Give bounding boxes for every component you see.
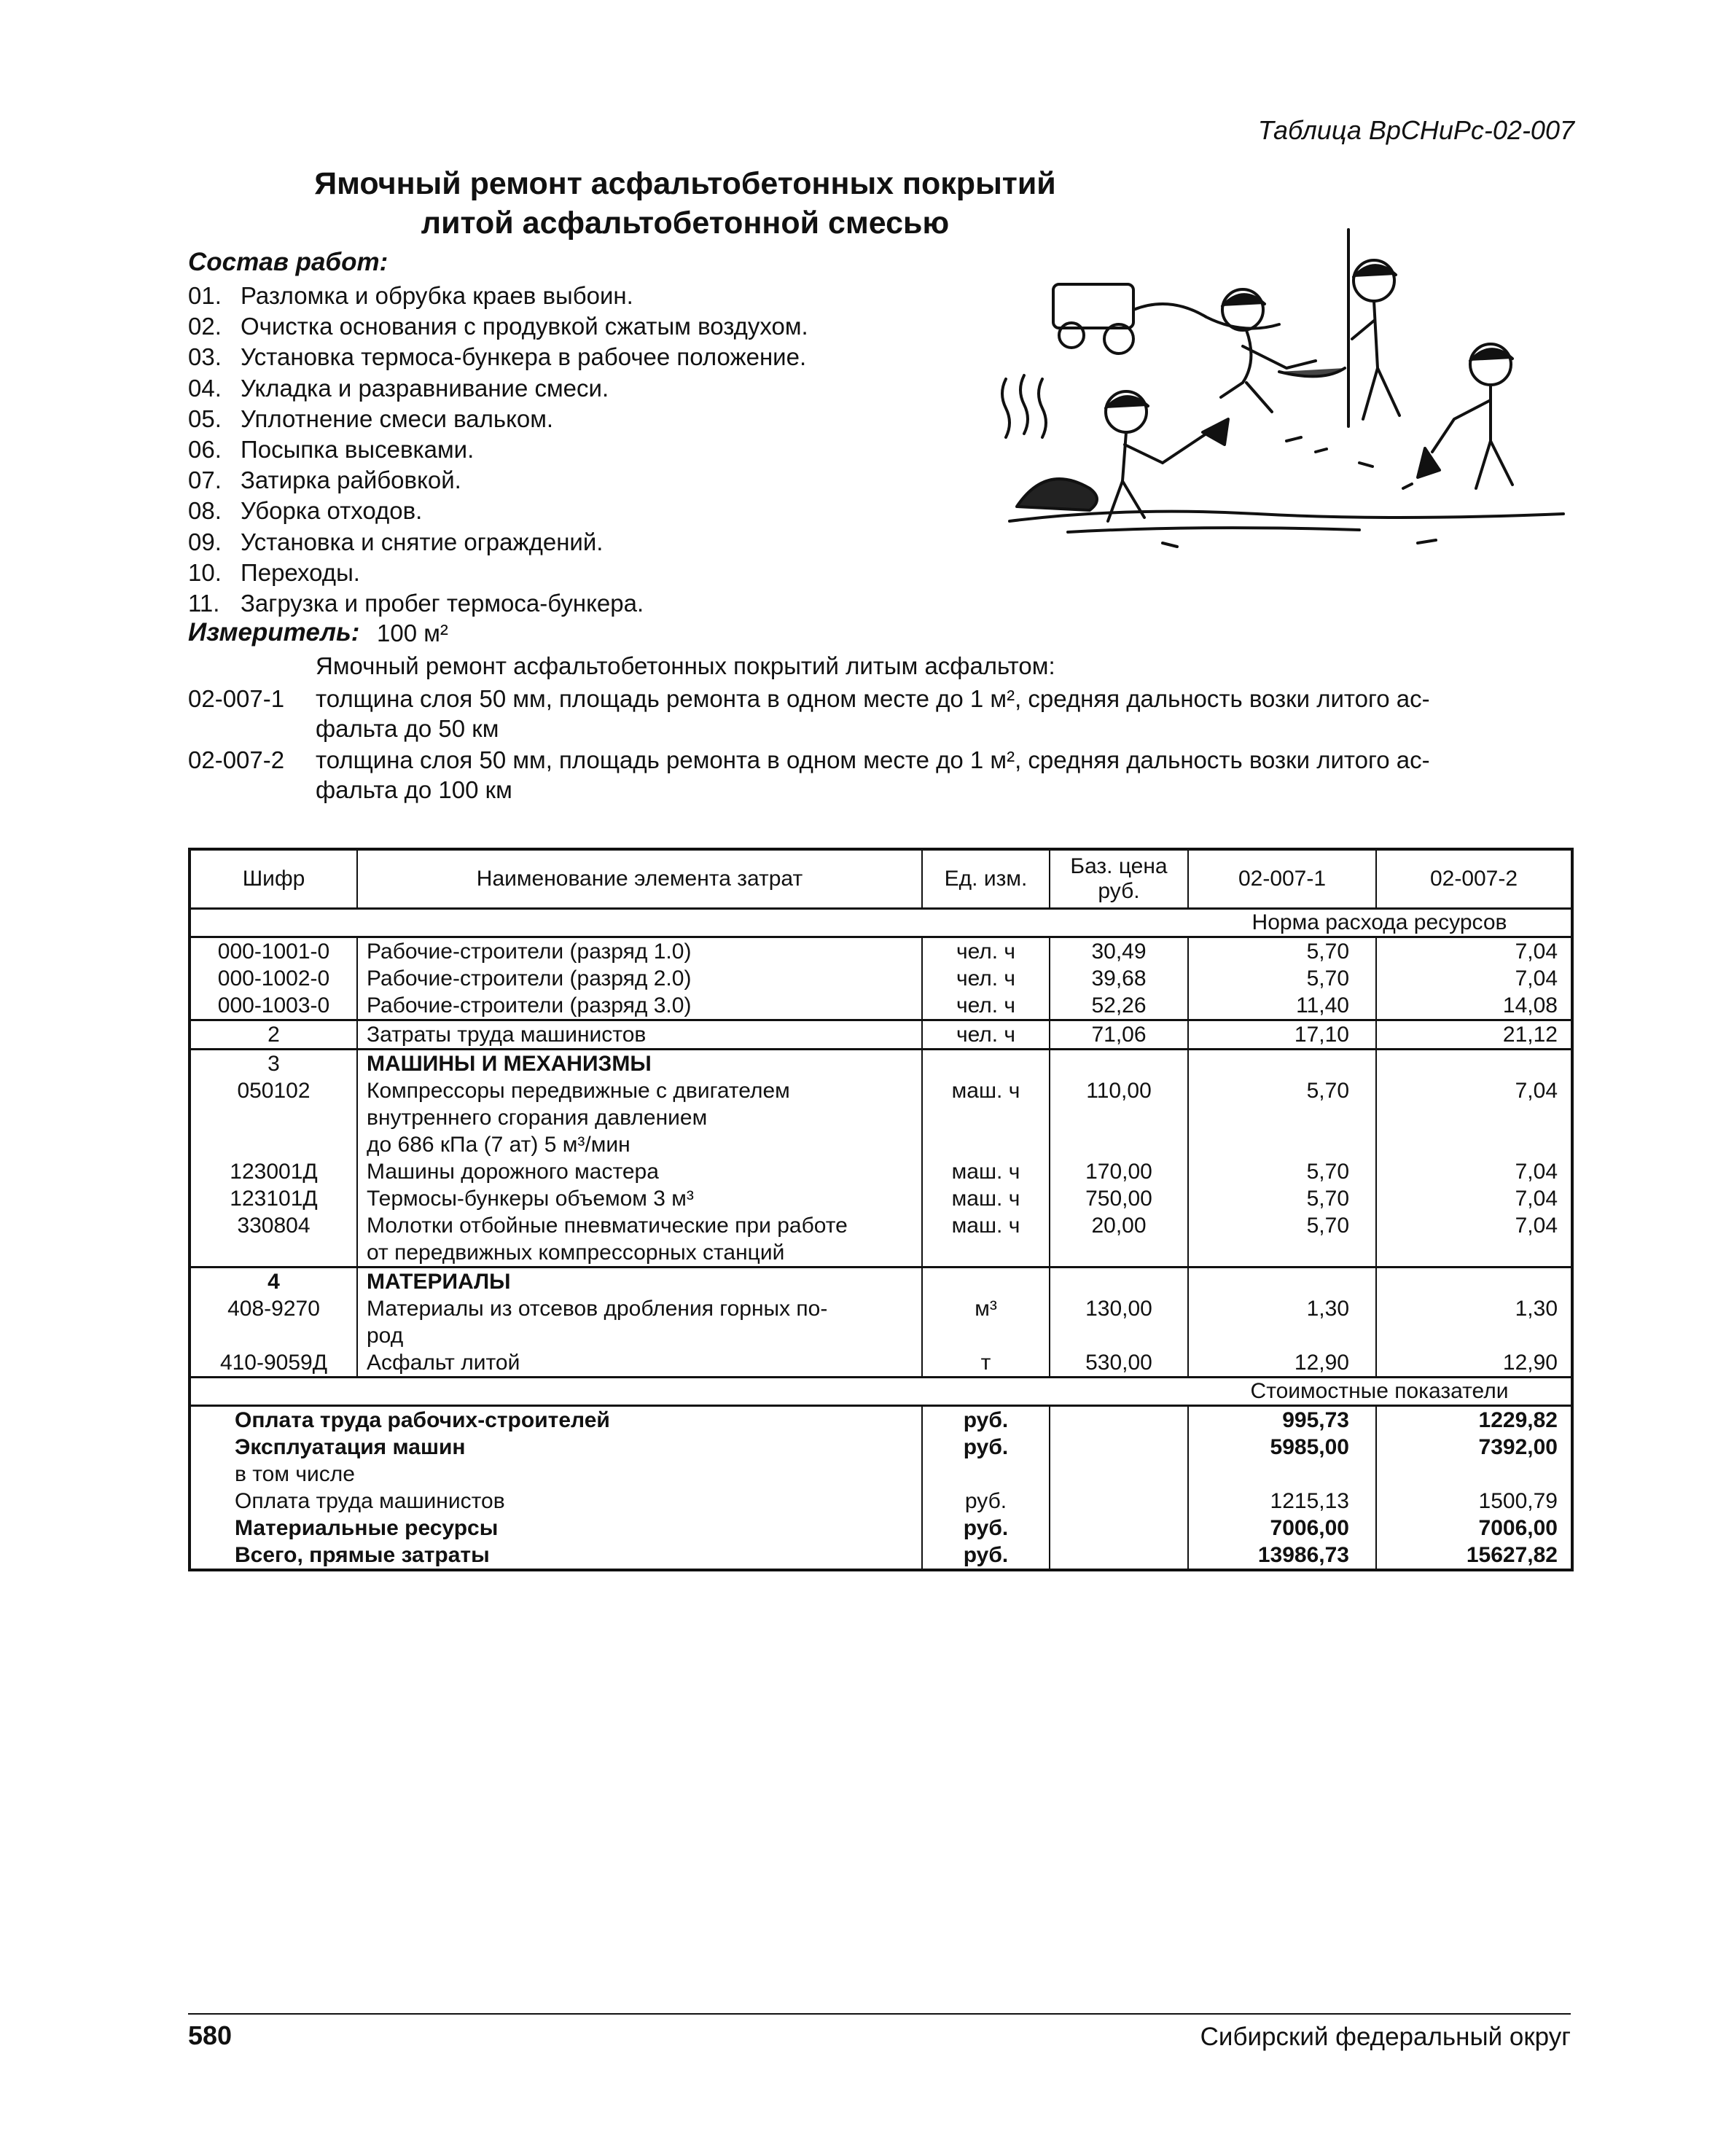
section-norms-label: Норма расхода ресурсов	[1188, 909, 1572, 937]
table-reference: Таблица ВрСНиРс-02-007	[1257, 115, 1574, 145]
page-title-line-1: Ямочный ремонт асфальтобетонных покрытий	[314, 166, 1056, 201]
table-row: 123101Д Термосы-бункеры объемом 3 м³ маш. ч 750,00 5,70 7,04	[190, 1185, 1572, 1212]
variant-text-line-2: фальта до 100 км	[316, 776, 512, 803]
table-row: 000-1002-0 Рабочие-строители (разряд 2.0) чел. ч 39,68 5,70 7,04	[190, 965, 1572, 992]
table-row: 410-9059Д Асфальт литой т 530,00 12,90 12,90	[190, 1349, 1572, 1378]
table-row: 4 МАТЕРИАЛЫ	[190, 1268, 1572, 1296]
table-row: 050102 Компрессоры передвижные с двигателем внутреннего сгорания давлением до 686 кПа (7 ат) 5 м³/мин маш. ч 110,00 5,70 7,04	[190, 1077, 1572, 1158]
table-header-row	[190, 849, 1572, 909]
variant-code: 02-007-2	[188, 746, 285, 773]
section-costs-row	[190, 1378, 1572, 1406]
summary-row: Всего, прямые затраты руб. 13986,73 15627,82	[190, 1542, 1572, 1570]
table-row: 000-1003-0 Рабочие-строители (разряд 3.0) чел. ч 52,26 11,40 14,08	[190, 992, 1572, 1020]
table-row: 000-1001-0 Рабочие-строители (разряд 1.0) чел. ч 30,49 5,70 7,04	[190, 937, 1572, 966]
variant-02-007-1	[188, 684, 1573, 743]
works-list	[188, 281, 990, 619]
variant-code: 02-007-1	[188, 685, 285, 712]
measure-label: Измеритель:	[188, 618, 360, 647]
table-row: 3 МАШИНЫ И МЕХАНИЗМЫ	[190, 1050, 1572, 1078]
variant-02-007-2	[188, 745, 1573, 805]
variants-intro: Ямочный ремонт асфальтобетонных покрытий литым асфальтом:	[316, 652, 1055, 679]
section-norms-row	[190, 909, 1572, 937]
row-name-multiline: Молотки отбойные пневматические при работе от передвижных компрессорных станций	[357, 1212, 922, 1268]
summary-row: Оплата труда машинистов руб. 1215,13 1500,79	[190, 1488, 1572, 1515]
summary-row: Материальные ресурсы руб. 7006,00 7006,00	[190, 1515, 1572, 1542]
row-name-multiline: Материалы из отсевов дробления горных по- род	[357, 1295, 922, 1349]
column-header-unit: Ед. изм.	[922, 849, 1050, 909]
list-item: 08. Уборка отходов.	[188, 497, 423, 525]
measure-value: 100 м²	[377, 620, 448, 647]
list-item: 09. Установка и снятие ограждений.	[188, 528, 604, 555]
list-item: 04. Укладка и разравнивание смеси.	[188, 374, 609, 402]
row-name-multiline: Компрессоры передвижные с двигателем внутреннего сгорания давлением до 686 кПа (7 ат) 5 м³/мин	[357, 1077, 922, 1158]
table-row: 330804 Молотки отбойные пневматические при работе от передвижных компрессорных станций маш. ч 20,00 5,70 7,04	[190, 1212, 1572, 1268]
variant-text-line-2: фальта до 50 км	[316, 715, 499, 742]
column-header-code: Шифр	[190, 849, 357, 909]
road-workers-sketch-icon	[980, 200, 1578, 561]
section-costs-label: Стоимостные показатели	[1188, 1378, 1572, 1406]
column-header-variant-1: 02-007-1	[1188, 849, 1376, 909]
summary-row: Эксплуатация машин руб. 5985,00 7392,00	[190, 1434, 1572, 1461]
footer-divider	[188, 2013, 1571, 2015]
variant-text-line-1: толщина слоя 50 мм, площадь ремонта в одном месте до 1 м², средняя дальность возки литого ас-	[316, 685, 1430, 712]
column-header-variant-2: 02-007-2	[1376, 849, 1572, 909]
list-item: 03. Установка термоса-бункера в рабочее положение.	[188, 343, 807, 371]
summary-row: в том числе	[190, 1461, 1572, 1488]
cost-table	[188, 848, 1574, 1571]
list-item: 02. Очистка основания с продувкой сжатым воздухом.	[188, 313, 808, 340]
column-header-price: Баз. цена руб.	[1050, 849, 1188, 909]
variant-text-line-1: толщина слоя 50 мм, площадь ремонта в одном месте до 1 м², средняя дальность возки литого ас-	[316, 746, 1430, 773]
list-item: 11. Загрузка и пробег термоса-бункера.	[188, 590, 644, 617]
list-item: 07. Затирка райбовкой.	[188, 466, 461, 494]
table-row: 123001Д Машины дорожного мастера маш. ч 170,00 5,70 7,04	[190, 1158, 1572, 1185]
list-item: 06. Посыпка высевками.	[188, 436, 475, 464]
page-number: 580	[188, 2020, 233, 2050]
page-title-line-2: литой асфальтобетонной смесью	[421, 206, 950, 241]
footer-region: Сибирский федеральный округ	[1200, 2023, 1571, 2051]
works-heading: Состав работ:	[188, 248, 388, 276]
table-row: 2 Затраты труда машинистов чел. ч 71,06 17,10 21,12	[190, 1020, 1572, 1050]
table-row: 408-9270 Материалы из отсевов дробления горных по- род м³ 130,00 1,30 1,30	[190, 1295, 1572, 1349]
list-item: 10. Переходы.	[188, 558, 360, 586]
summary-row: Оплата труда рабочих-строителей руб. 995,73 1229,82	[190, 1406, 1572, 1434]
column-header-name: Наименование элемента затрат	[357, 849, 922, 909]
list-item: 05. Уплотнение смеси вальком.	[188, 405, 554, 432]
list-item: 01. Разломка и обрубка краев выбоин.	[188, 282, 633, 309]
